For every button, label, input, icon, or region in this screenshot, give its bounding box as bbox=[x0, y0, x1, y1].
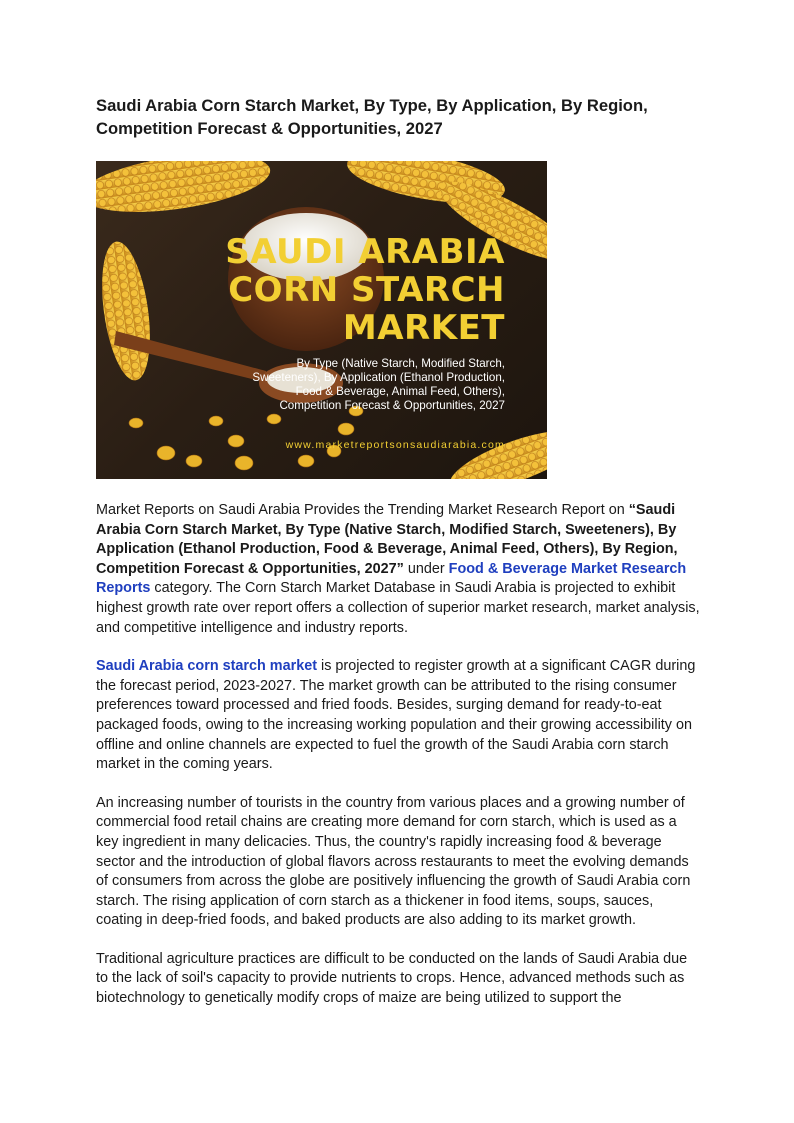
under-text: under bbox=[403, 560, 449, 577]
market-link[interactable]: Saudi Arabia corn starch market bbox=[96, 658, 318, 675]
corn-cob-top-left bbox=[96, 161, 274, 222]
cover-image bbox=[96, 161, 547, 479]
document-title: Saudi Arabia Corn Starch Market, By Type, By Application, By Region, Competition Forecast & Opportunities, 2027 bbox=[96, 96, 648, 138]
corn-cob-left bbox=[96, 239, 158, 384]
paragraph-market-growth bbox=[96, 657, 701, 775]
cover-title-line: SAUDI ARABIA bbox=[225, 232, 505, 272]
intro-rest-text: category. The Corn Starch Market Database in Saudi Arabia is projected to exhibit highest growth rate over report offers a collection of superior market research, market analysis, and competitive intelligence and industry reports. bbox=[96, 580, 700, 636]
intro-text: Market Reports on Saudi Arabia Provides the Trending Market Research Report on bbox=[96, 502, 629, 518]
scattered-kernels bbox=[129, 406, 363, 470]
cover-subtitle-line: Competition Forecast & Opportunities, 2027 bbox=[279, 399, 505, 412]
cover-title-line: CORN STARCH bbox=[228, 270, 505, 310]
cover-title-line: MARKET bbox=[342, 308, 505, 348]
cover-subtitle-line: By Type (Native Starch, Modified Starch, bbox=[296, 357, 505, 370]
market-growth-text: is projected to register growth at a significant CAGR during the forecast period, 2023-2027. The market growth can be attributed to the rising consumer preferences toward processed and fried foods. Besides, surging demand for ready-to-eat packaged foods, owing to the increasing working population and their growing accessibility on offline and online channels are expected to fuel the growth of the Saudi Arabia corn starch market in the coming years. bbox=[96, 658, 696, 773]
cover-title bbox=[225, 233, 505, 347]
cover-subtitle-line: Sweeteners), By Application (Ethanol Production, bbox=[252, 371, 505, 384]
report-title-text: “Saudi Arabia Corn Starch Market, By Type (Native Starch, Modified Starch, Sweeteners), By Application (Ethanol Production, Food & Beverage, Animal Feed, Others), By Region, Competition Forecast & Opportunities, 2027” bbox=[96, 502, 678, 577]
document-page bbox=[96, 94, 701, 1009]
cover-url: www.marketreportsonsaudiarabia.com bbox=[285, 439, 505, 451]
paragraph-agriculture: Traditional agriculture practices are difficult to be conducted on the lands of Saudi Arabia due to the lack of soil's capacity to provide nutrients to crops. Hence, advanced methods such as biotechnology to genetically modify crops of maize are being utilized to support the bbox=[96, 950, 688, 1007]
category-link[interactable]: Food & Beverage Market Research Reports bbox=[96, 560, 687, 597]
paragraph-intro bbox=[96, 501, 701, 638]
cover-subtitle-line: Food & Beverage, Animal Feed, Others), bbox=[295, 385, 505, 398]
cover-subtitle bbox=[225, 357, 505, 413]
paragraph-tourism: An increasing number of tourists in the country from various places and a growing number of commercial food retail chains are creating more demand for corn starch, which is used as a key ingredient in many delicacies. Thus, the country's rapidly increasing food & beverage sector and the introduction of global flavors across restaurants to meet the evolving demands of consumers from across the globe are positively influencing the growth of Saudi Arabia corn starch. The rising application of corn starch as a thickener in food items, soups, sauces, coating in deep-fried foods, and baked products are also adding to its market growth. bbox=[96, 794, 691, 929]
cover-text bbox=[225, 233, 505, 413]
